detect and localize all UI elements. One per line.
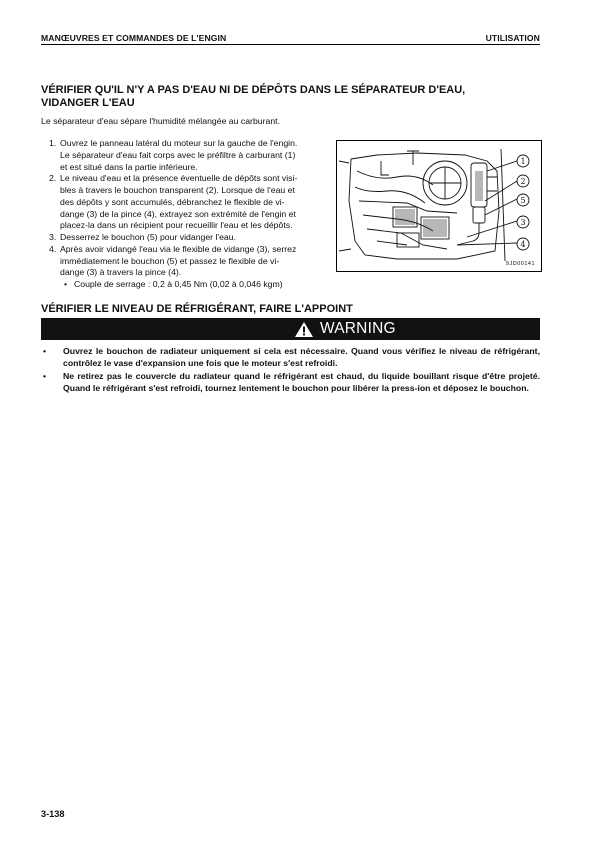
step-number: 2.	[49, 173, 57, 184]
warning-text: Ne retirez pas le couvercle du radiateur quand le réfrigérant est chaud, du liquide bouillant risque d'être projeté. Quand le réfrigérant s'est refroidi, tournez lentement le bouchon pour libérer la press-ion et déposez le bouchon.	[63, 370, 540, 394]
bullet: •	[64, 279, 68, 289]
bullet: •	[43, 346, 47, 356]
callout-2: 2	[520, 177, 526, 186]
step-line: des dépôts y sont accumulés, débranchez le flexible de vi-	[60, 196, 285, 207]
callout-1: 1	[520, 157, 526, 166]
step-number: 3.	[49, 232, 57, 242]
step-1	[49, 138, 331, 173]
step-number: 4.	[49, 243, 57, 254]
step-line: placez-la dans un récipient pour recueillir l'eau et les dépôts.	[60, 220, 293, 231]
section-title-water-separator	[41, 84, 540, 110]
engine-fuel-filter-illustration	[336, 140, 542, 272]
warning-item	[41, 345, 540, 370]
figure-code: 9JD00141	[505, 261, 535, 267]
intro-paragraph: Le séparateur d'eau sépare l'humidité mélangée au carburant.	[41, 116, 280, 126]
page-number: 3-138	[41, 809, 65, 819]
step-line: et est situé dans la partie inférieure.	[60, 161, 198, 172]
section-title-line-2: VIDANGER L'EAU	[41, 97, 135, 109]
header-rule	[41, 44, 540, 45]
procedure-steps	[49, 138, 331, 291]
warning-list	[41, 345, 540, 395]
step-3	[49, 232, 331, 244]
step-line: dange (3) à travers la pince (4).	[60, 267, 182, 278]
warning-banner	[41, 318, 540, 340]
engine-illustration-drawing	[337, 141, 541, 271]
step-line: Le niveau d'eau et la présence éventuelle de dépôts sont visi-	[60, 173, 298, 184]
warning-label: WARNING	[320, 320, 396, 337]
callout-5: 5	[520, 196, 526, 205]
step-line: Après avoir vidangé l'eau via le flexible de vidange (3), serrez	[60, 243, 297, 254]
section-title-line-1: VÉRIFIER QU'IL N'Y A PAS D'EAU NI DE DÉPÔTS DANS LE SÉPARATEUR D'EAU,	[41, 84, 466, 96]
callout-4: 4	[520, 240, 526, 249]
step-line: Desserrez le bouchon (5) pour vidanger l'eau.	[60, 232, 236, 242]
step-number: 1.	[49, 138, 57, 148]
step-line: Le séparateur d'eau fait corps avec le préfiltre à carburant (1)	[60, 149, 296, 160]
torque-text: Couple de serrage : 0,2 à 0,45 Nm (0,02 à 0,046 kgm)	[74, 279, 283, 289]
step-4	[49, 244, 331, 279]
running-header-left: MANŒUVRES ET COMMANDES DE L'ENGIN	[41, 33, 227, 43]
step-line: dange (3) de la pince (4), extrayez son extrémité de l'engin et	[60, 208, 296, 219]
step-line: bles à travers le bouchon transparent (2). Lorsque de l'eau et	[60, 185, 295, 195]
step-line: Ouvrez le panneau latéral du moteur sur la gauche de l'engin.	[60, 138, 298, 148]
callout-3: 3	[520, 218, 526, 227]
running-header-right: UTILISATION	[485, 33, 540, 43]
warning-triangle-icon	[294, 321, 314, 338]
torque-spec	[49, 279, 331, 291]
warning-text: Ouvrez le bouchon de radiateur uniquement si cela est nécessaire. Quand vous vérifiez le niveau de réfrigérant, contrôlez le vase d'expansion une fois que le moteur s'est refroidi.	[63, 346, 540, 369]
step-2	[49, 173, 331, 232]
section-title-coolant: VÉRIFIER LE NIVEAU DE RÉFRIGÉRANT, FAIRE L'APPOINT	[41, 303, 353, 315]
warning-item	[41, 370, 540, 395]
bullet: •	[43, 370, 47, 381]
step-line: immédiatement le bouchon (5) et passez le flexible de vi-	[60, 255, 280, 266]
